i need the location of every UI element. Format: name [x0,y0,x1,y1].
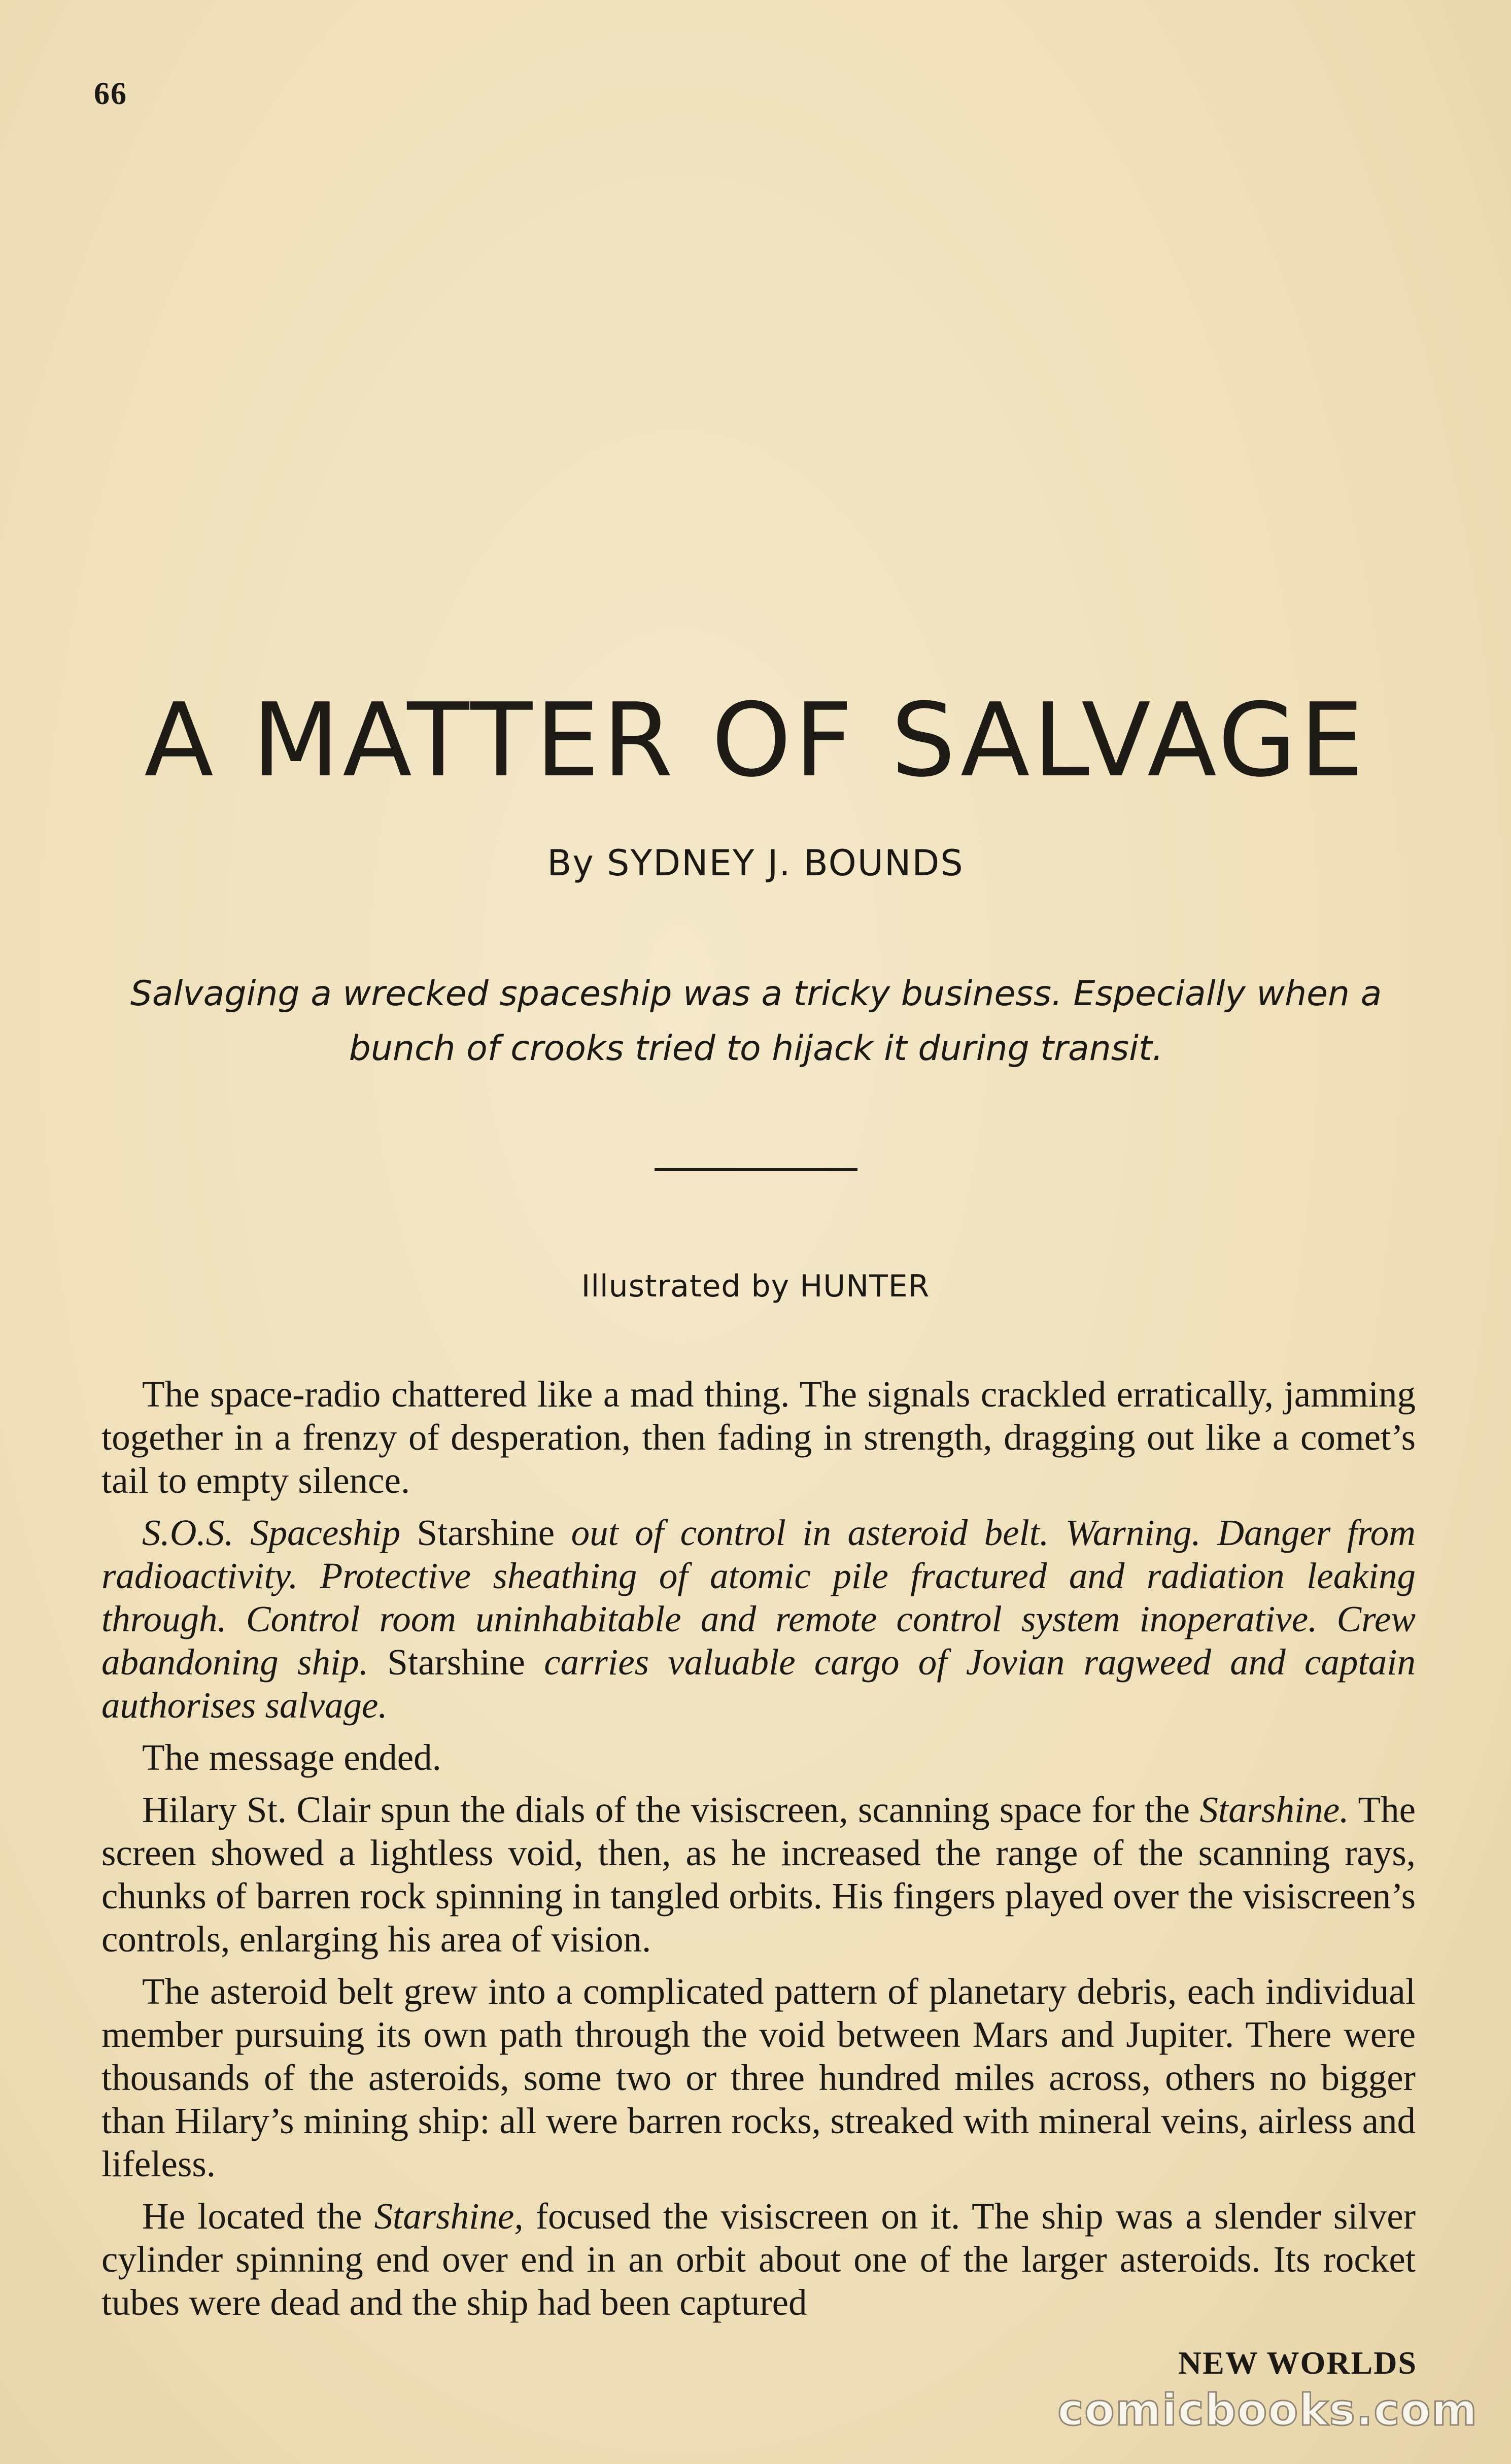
magazine-footer: NEW WORLDS [1178,2345,1417,2381]
paragraph-4: Hilary St. Clair spun the dials of the visiscreen, scanning space for the Starshine. The screen showed a lightless void, then, as he increased the range of the scanning rays, chunks of barren rock spinning in tangled orbits. His fingers played over the visiscreen’s controls, enlarging his area of vision. [101,1789,1416,1960]
paragraph-6: He located the Starshine, focused the visiscreen on it. The ship was a slender silver cylinder spinning end over end in an orbit about one of the larger asteroids. Its rocket tubes were dead and the ship had been captured [101,2196,1416,2323]
blurb-line-1: Salvaging a wrecked spaceship was a tricky business. Especially when a [130,974,1382,1014]
story-body [101,1373,1416,2333]
page-number: 66 [94,77,127,111]
story-title: A MATTER OF SALVAGE [144,681,1367,800]
section-divider [655,1168,857,1171]
paragraph-1: The space-radio chattered like a mad thing. The signals crackled erratically, jamming together in a frenzy of desperation, then fading in strength, dragging out like a comet’s tail to empty silence. [101,1374,1416,1501]
byline: By SYDNEY J. BOUNDS [547,842,964,884]
paragraph-3: The message ended. [142,1737,441,1778]
watermark-logo: comicbooks.com [1057,2385,1478,2436]
story-blurb [96,967,1416,1076]
paragraph-2-sos-message: S.O.S. Spaceship Starshine out of control in asteroid belt. Warning. Danger from radioactivity. Protective sheathing of atomic pile fractured and radiation leaking through. Control room uninhabitable and remote control system inoperative. Crew abandoning ship. Starshine carries valuable cargo of Jovian ragweed and captain authorises salvage. [101,1512,1416,1726]
illustrator-credit: Illustrated by HUNTER [581,1269,930,1304]
blurb-line-2: bunch of crooks tried to hijack it during transit. [349,1029,1163,1069]
paragraph-5: The asteroid belt grew into a complicated pattern of planetary debris, each individual member pursuing its own path through the void between Mars and Jupiter. There were thousands of the asteroids, some two or three hundred miles across, others no bigger than Hilary’s mining ship: all were barren rocks, streaked with mineral veins, airless and lifeless. [101,1971,1416,2184]
